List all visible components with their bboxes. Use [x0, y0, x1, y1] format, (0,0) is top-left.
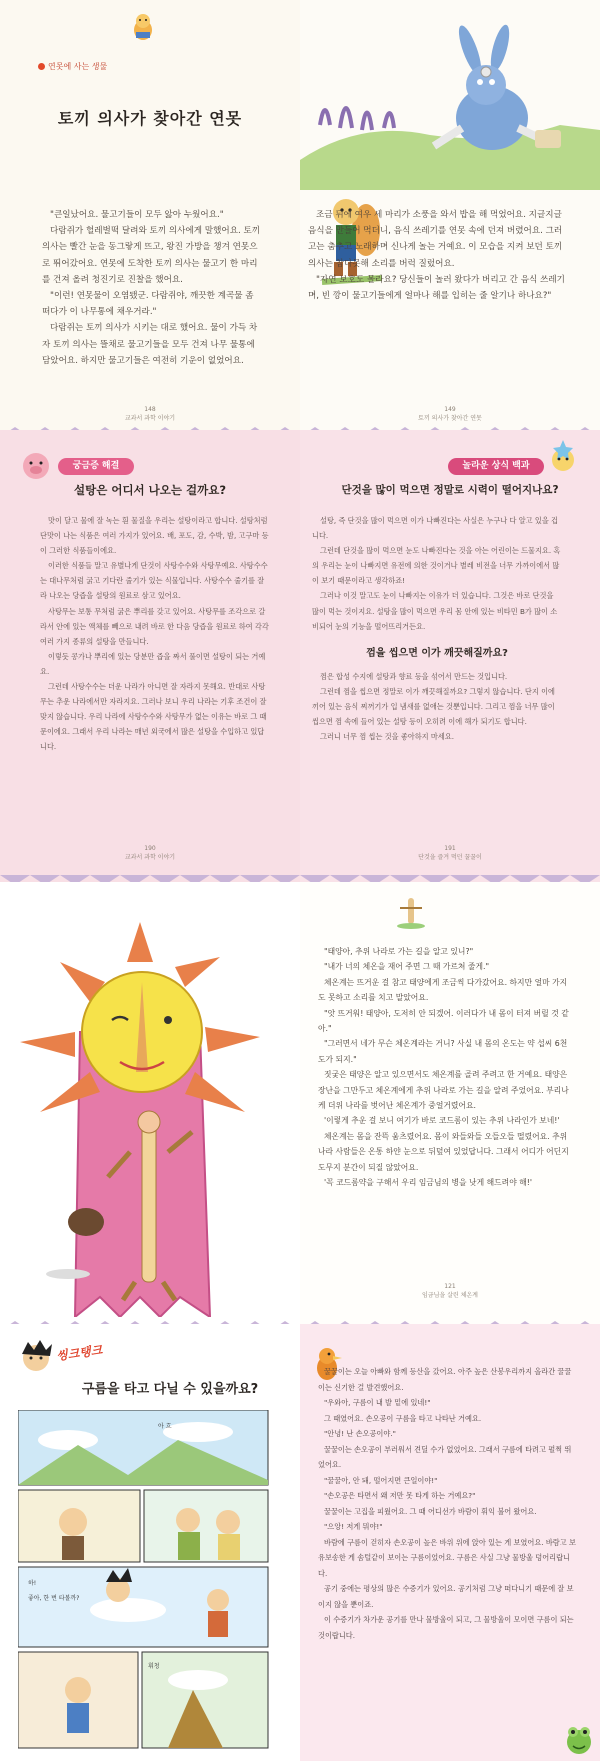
paragraph: "손오공은 타면서 왜 저만 못 타게 하는 거예요?" — [324, 1491, 476, 1500]
paragraph: 사탕무는 보통 무처럼 굵은 뿌리를 갖고 있어요. 사탕무를 조각으로 갈라서 안에 있는 액체를 빼으로 내려 바로 한 다음 당즙을 원료로 하여 각각 여러 가지 종류의 설탕을 만들니다. — [40, 606, 269, 646]
page-cloud-story — [300, 1324, 600, 1761]
paragraph: 체온계는 뜨거운 걸 참고 태양에게 조금씩 다가갔어요. 하지만 얼마 가지도 못하고 소리를 치고 말았어요. — [318, 977, 568, 1003]
page-191 — [300, 430, 600, 882]
info-text-left — [40, 513, 270, 755]
paragraph: 꿀꿀이는 오늘 아빠와 함께 등산을 갔어요. 아주 높은 산봉우리까지 올라간 꿀꿀이는 신기한 걸 발견했어요. — [318, 1367, 572, 1392]
paragraph: 꿀꿀이는 고집을 피웠어요. 그 때 어디선가 바람이 휘익 불어 왔어요. — [324, 1506, 537, 1516]
paragraph: "이런! 연못물이 오염됐군. 다람쥐야, 깨끗한 계곡물 좀 떠다가 이 나무통에 채우거라." — [42, 291, 254, 318]
comic-title: 구름을 타고 다닐 수 있을까요? — [81, 1382, 259, 1397]
page-comic — [0, 1324, 300, 1761]
spread-sugar-facts — [0, 430, 600, 882]
comic-caption: 하! — [28, 1580, 37, 1587]
paragraph: "태양아, 추위 나라로 가는 길을 알고 있니?" — [324, 947, 474, 956]
paragraph: 다람쥐가 헐레벌떡 달려와 토끼 의사에게 말했어요. 토끼 의사는 빨간 눈을 동그랗게 뜨고, 왕진 가방을 챙겨 연못으로 뛰어갔어요. 연못에 도착한 토끼 의사는 물고기 한 마리를 건져 올려 청진기로 진찰을 했어요. — [42, 226, 261, 285]
frog-mascot-icon — [562, 1722, 596, 1758]
comic-caption: 휘청 — [148, 1663, 160, 1670]
page-148 — [0, 0, 300, 430]
paragraph: 설탕, 즉 단것을 많이 먹으면 이가 나빠진다는 사실은 누구나 다 알고 있을 겁니다. — [312, 516, 558, 541]
paragraph: "우와아, 구름이 내 발 밑에 있네!" — [324, 1398, 431, 1407]
story-text-right — [318, 944, 574, 1191]
badge-curiosity: 궁금증 해결 — [58, 458, 134, 475]
paragraph: 그런데 사탕수수는 더운 나라가 아니면 잘 자라지 못해요. 반대로 사탕무는 추운 나라에서만 자라지요. 그러나 보니 우리 나라는 기후 조건이 잘 맞지 않습니다. 우리 나라에 사탕수수와 사탕무가 없는 이유는 바로 그 때문이에요. 그래서 우리 나라는 매년 외국에서 많은 설탕을 수입하고 있답니다. — [40, 682, 267, 752]
subquestion-title: 껌을 씹으면 이가 깨끗해질까요? — [366, 647, 508, 659]
page-120 — [0, 882, 300, 1324]
comic-caption: 아 흐 — [158, 1423, 172, 1430]
spread-rabbit-doctor — [0, 0, 600, 430]
page-folio-left: 148 교과서 과학 이야기 — [124, 406, 176, 422]
story-title: 토끼 의사가 찾아간 연못 — [57, 109, 243, 128]
paragraph: 바람에 구름이 걷히자 손오공이 높은 바위 위에 앉아 있는 게 보였어요. 바람고 보유보송한 게 솜털같이 보이는 구름이었어요. 구름은 사실 그냥 물방울 덩어리랍니다. — [318, 1537, 576, 1578]
badge-common-sense: 놀라운 상식 백과 — [448, 458, 544, 475]
page-folio-left: 190 교과서 과학 이야기 — [124, 845, 176, 861]
page-149 — [300, 0, 600, 430]
paragraph: "꿀꿀아, 안 돼, 떨어지면 큰일이야!" — [324, 1475, 438, 1485]
paragraph: 체온계는 몸을 잔뜩 움츠렸어요. 몸이 와들와들 오들오들 떨렸어요. 추위 나라 사람들은 온통 하얀 눈으로 뒤덮여 있었답니다. 그래서 어디가 어딘지 도무지 분간이 되질 않았어요. — [318, 1131, 569, 1172]
paragraph: 이렇듯 콩가나 뿌리에 있는 당분만 즙을 짜서 풀이면 설탕이 되는 거예요. — [40, 651, 266, 676]
paragraph: 그 때였어요. 손오공이 구름을 타고 나타난 거예요. — [324, 1413, 482, 1423]
paragraph: 공기 중에는 평상의 많은 수증기가 있어요. 공기처럼 그냥 떠다니기 때문에 잘 보이지 않을 뿐이죠. — [318, 1584, 574, 1609]
comic-panel-1 — [18, 1410, 268, 1485]
boy-mascot-icon — [14, 1336, 58, 1376]
paragraph: 그러나 이것 말고도 눈이 나빠지는 이유가 더 있습니다. 그것은 바로 단것을 많이 먹는 것이지요. 설탕을 많이 먹으면 우리 몸 안에 있는 비타민 B가 많이 소비되어 눈의 기능을 떨어뜨리거든요. — [312, 591, 558, 631]
character-with-star-icon — [544, 438, 582, 478]
paragraph: "큰일났어요. 물고기들이 모두 앓아 누웠어요." — [50, 210, 224, 220]
paragraph: 그런데 껌을 씹으면 정말로 이가 깨끗해질까요? 그렇지 않습니다. 단지 이에 끼어 있는 음식 찌꺼기가 입 냄새를 없애는 것뿐입니다. 그리고 껌을 너무 많이 씹으면 껌 속에 들어 있는 설탕 등이 오히려 이에 해가 되기도 합니다. — [312, 686, 555, 727]
mascot-icon — [128, 10, 158, 44]
story-text-left — [42, 207, 264, 369]
thermometer-mascot-icon — [392, 896, 432, 930]
page-folio-right: 121 임금님을 살린 체온계 — [422, 1283, 478, 1299]
paragraph: 다람쥐는 토끼 의사가 시키는 대로 했어요. 물이 가득 차자 토끼 의사는 뜰채로 물고기들을 모두 건져 나무 물통에 담았어요. 하지만 물고기들은 여전히 기운이 없었어요. — [42, 323, 258, 366]
paragraph: '이렇게 추운 걸 보니 여기가 바로 코드롬이 있는 추위 나라인가 보네!' — [324, 1116, 560, 1126]
rabbit-doctor-illustration — [300, 10, 600, 190]
paragraph: "안녕! 난 손오공이야." — [324, 1429, 396, 1438]
spread-cloud-comic — [0, 1324, 600, 1761]
comic-panel-3 — [18, 1567, 268, 1647]
paragraph: 조금 뒤에 여우 세 마리가 소풍을 와서 밥을 해 먹었어요. 지글지글 음식을 만들어 먹더니, 음식 쓰레기를 연못 속에 던져 버렸어요. 그러고는 춤추고 노래하며 신나게 놀는 거예요. 이 모습을 지켜 보던 토끼 의사는 참다못해 소리를 버럭 질렀어요. — [308, 210, 563, 269]
pig-mascot-icon — [18, 448, 54, 484]
page-190 — [0, 430, 300, 882]
info-text-right-2 — [312, 669, 562, 744]
sun-thermometer-illustration — [20, 922, 270, 1317]
paragraph: 이 수증기가 차가운 공기를 만나 물방울이 되고, 그 물방울이 모이면 구름이 되는 것이랍니다. — [318, 1615, 574, 1640]
paragraph: "으앙! 저게 뭐야!" — [324, 1522, 383, 1531]
comic-panel-4 — [18, 1652, 268, 1748]
paragraph: "자연 보호도 몰라요? 당신들이 놀러 왔다가 버리고 간 음식 쓰레기며, 빈 깡이 물고기들에게 얼마나 해를 입히는 줄 알기나 하나요?" — [308, 274, 565, 302]
paragraph: 짓궂은 태양은 알고 있으면서도 체온계를 골려 주려고 한 거예요. 태양은 장난을 그만두고 체온계에게 추위 나라로 가는 길을 알려 주었어요. 부리나케 더위 나라를 벗어난 체온계가 중얼거렸어요. — [318, 1070, 569, 1111]
paragraph: 이러한 식품들 말고 유별나게 단것이 사탕수수와 사탕무예요. 사탕수수는 대나무처럼 굵고 기다란 줄기가 있는 식물입니다. 사탕수수 줄기를 잘라 나오는 당즙을 설탕의 원료로 삼고 있어요. — [40, 561, 268, 601]
comic-panel-2 — [18, 1490, 268, 1562]
comic-strip — [18, 1410, 270, 1750]
question-title-left: 설탕은 어디서 나오는 걸까요? — [74, 483, 226, 497]
paragraph: '꼭 코드롬약을 구해서 우리 임금님의 병을 낫게 해드려야 해!' — [324, 1178, 532, 1188]
paragraph: 그런데 단것을 많이 먹으면 눈도 나빠진다는 것을 아는 어린이는 드물지요. 혹의 우리는 눈이 나빠지면 유전에 의한 것이거나 별레 비전을 너무 가까이에서 많이 보기 때문이라고 생각하죠! — [312, 546, 561, 586]
paragraph: "내가 너의 체온을 재어 주면 그 때 가르쳐 줄게." — [324, 962, 490, 972]
paragraph: 그러니 너무 껌 씹는 것을 좋아하지 마세요. — [320, 732, 455, 742]
paragraph: "앗 뜨거워! 태양아, 도저히 안 되겠어. 이러다가 내 몸이 터져 버릴 것 같아." — [318, 1008, 569, 1034]
info-text-right — [312, 513, 562, 634]
paragraph: "그러면서 네가 무슨 체온계라는 거니? 사실 내 몸의 온도는 약 섭씨 6천 도가 되지." — [318, 1039, 568, 1064]
story-text-right — [318, 1364, 576, 1643]
page-121 — [300, 882, 600, 1324]
brand-logo: 씽크탱크 — [55, 1342, 104, 1364]
page-folio-right: 149 토끼 의사가 찾아간 연못 — [418, 406, 482, 422]
page-folio-right: 191 단것을 즐겨 먹던 꿀꿀이 — [418, 845, 482, 861]
spread-thermometer — [0, 882, 600, 1324]
section-tag: 연못에 사는 생물 — [38, 61, 107, 72]
comic-caption: 좋아, 한 번 타볼까? — [28, 1595, 80, 1602]
story-text-right — [308, 207, 570, 304]
info-column-right — [312, 513, 562, 744]
paragraph: 꿀꿀이는 손오공이 부러워서 견딜 수가 없었어요. 그래서 구름에 타려고 펄쩍 뛰었어요. — [318, 1444, 572, 1469]
question-title-right: 단것을 많이 먹으면 정말로 시력이 떨어지나요? — [341, 484, 559, 496]
paragraph: 맛이 달고 물에 잘 녹는 흰 물질을 우리는 설탕이라고 합니다. 설탕처럼 단맛이 나는 식품은 여러 가지가 있어요. 배, 포도, 감, 수박, 밤, 고구마 등이 그러한 식품들이에요. — [40, 516, 269, 556]
paragraph: 껌은 합성 수지에 설탕과 향료 등을 섞어서 만드는 것입니다. — [320, 671, 508, 681]
